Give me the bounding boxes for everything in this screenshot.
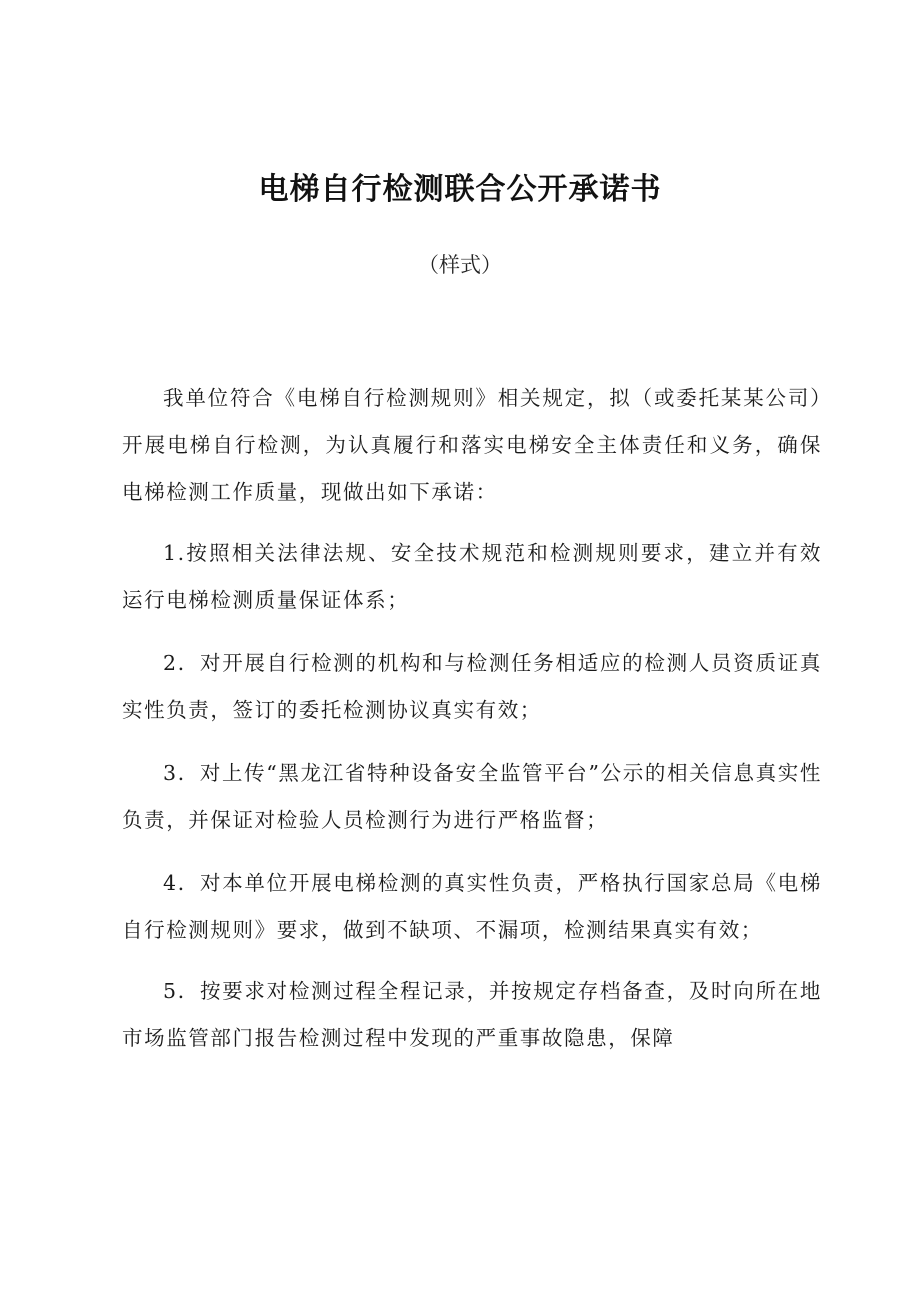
document-title: 电梯自行检测联合公开承诺书: [258, 172, 662, 207]
intro-paragraph: 我单位符合《电梯自行检测规则》相关规定，拟（或委托某某公司）开展电梯自行检测，为认真履行和落实电梯安全主体责任和义务，确保电梯检测工作质量，现做出如下承诺：: [122, 386, 822, 504]
commitment-item-4: 4．对本单位开展电梯检测的真实性负责，严格执行国家总局《电梯自行检测规则》要求，做到不缺项、不漏项，检测结果真实有效；: [122, 871, 822, 942]
document-subtitle: （样式）: [418, 253, 502, 277]
commitment-item-1: 1.按照相关法律法规、安全技术规范和检测规则要求，建立并有效运行电梯检测质量保证体系；: [122, 541, 822, 612]
commitment-item-5: 5．按要求对检测过程全程记录，并按规定存档备查，及时向所在地市场监管部门报告检测过程中发现的严重事故隐患，保障: [122, 979, 822, 1050]
commitment-item-2: 2．对开展自行检测的机构和与检测任务相适应的检测人员资质证真实性负责，签订的委托检测协议真实有效；: [122, 651, 822, 722]
commitment-item-3: 3．对上传“黑龙江省特种设备安全监管平台”公示的相关信息真实性负责，并保证对检验人员检测行为进行严格监督；: [122, 761, 822, 832]
